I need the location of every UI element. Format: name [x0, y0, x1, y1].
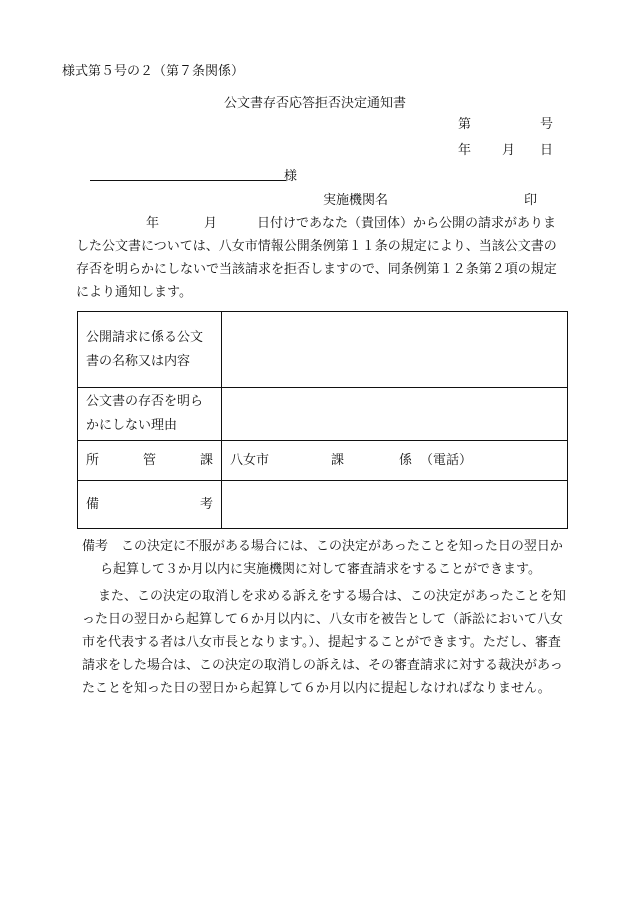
- seal-mark: 印: [524, 193, 538, 208]
- value-reason: [222, 388, 568, 441]
- number-prefix: 第: [458, 117, 472, 132]
- body-year: 年: [146, 216, 160, 231]
- label-char: 所: [86, 452, 100, 468]
- label-char: 考: [199, 496, 213, 512]
- notice-body: [76, 212, 568, 304]
- addressee-suffix: 様: [284, 169, 298, 184]
- value-remarks: [222, 481, 568, 529]
- date-day: 日: [540, 143, 554, 158]
- department-city: 八女市: [230, 452, 270, 468]
- body-first-line: 日付けであなた（貴団体）から公開の請求がありました: [76, 216, 557, 254]
- table-row: [78, 312, 568, 388]
- details-table: [77, 311, 568, 529]
- remarks-note-1: 備考 この決定に不服がある場合には、この決定があったことを知った日の翌日から起算して３か月以内に実施機関に対して審査請求をすることができます。: [82, 539, 563, 577]
- label-char: 管: [142, 452, 156, 468]
- date-month: 月: [502, 143, 516, 158]
- label-remarks: [78, 481, 222, 529]
- label-char: 課: [199, 452, 213, 468]
- table-row: [78, 481, 568, 529]
- table-row: [78, 441, 568, 481]
- number-suffix: 号: [540, 117, 554, 132]
- label-requested-document: 公開請求に係る公文書の名称又は内容: [78, 312, 222, 388]
- form-number: 様式第５号の２（第７条関係）: [62, 64, 245, 79]
- document-title: 公文書存否応答拒否決定通知書: [223, 96, 406, 111]
- label-char: 備: [86, 496, 100, 512]
- agency-name-label: 実施機関名: [323, 193, 389, 208]
- body-rest: 公文書については、八女市情報公開条例第１１条の規定により、当該公文書の存否を明らかにしないで当該請求を拒否しますので、同条例第１２条第２項の規定により通知します。: [76, 239, 557, 300]
- department-ka: 課: [331, 452, 345, 468]
- label-department: [78, 441, 222, 481]
- label-reason: 公文書の存否を明らかにしない理由: [78, 388, 222, 441]
- table-row: [78, 388, 568, 441]
- value-department: [222, 441, 568, 481]
- remarks-section: [82, 535, 570, 700]
- value-requested-document: [222, 312, 568, 388]
- notice-paragraph: [76, 212, 568, 304]
- remarks-note-2: また、この決定の取消しを求める訴えをする場合は、この決定があったことを知った日の翌日から起算して６か月以内に、八女市を被告として（訴訟において八女市を代表する者は八女市長となります。）、提起することができます。ただし、審査請求をした場合は、この決定の取消しの訴えは、その審査請求に対する裁決があったことを知った日の翌日から起算して６か月以内に提起しなければなりません。: [82, 589, 566, 696]
- body-month: 月: [204, 216, 218, 231]
- addressee-line: [90, 180, 286, 181]
- department-kakari: 係: [399, 452, 413, 468]
- date-year: 年: [458, 143, 472, 158]
- department-phone: （電話）: [420, 452, 473, 468]
